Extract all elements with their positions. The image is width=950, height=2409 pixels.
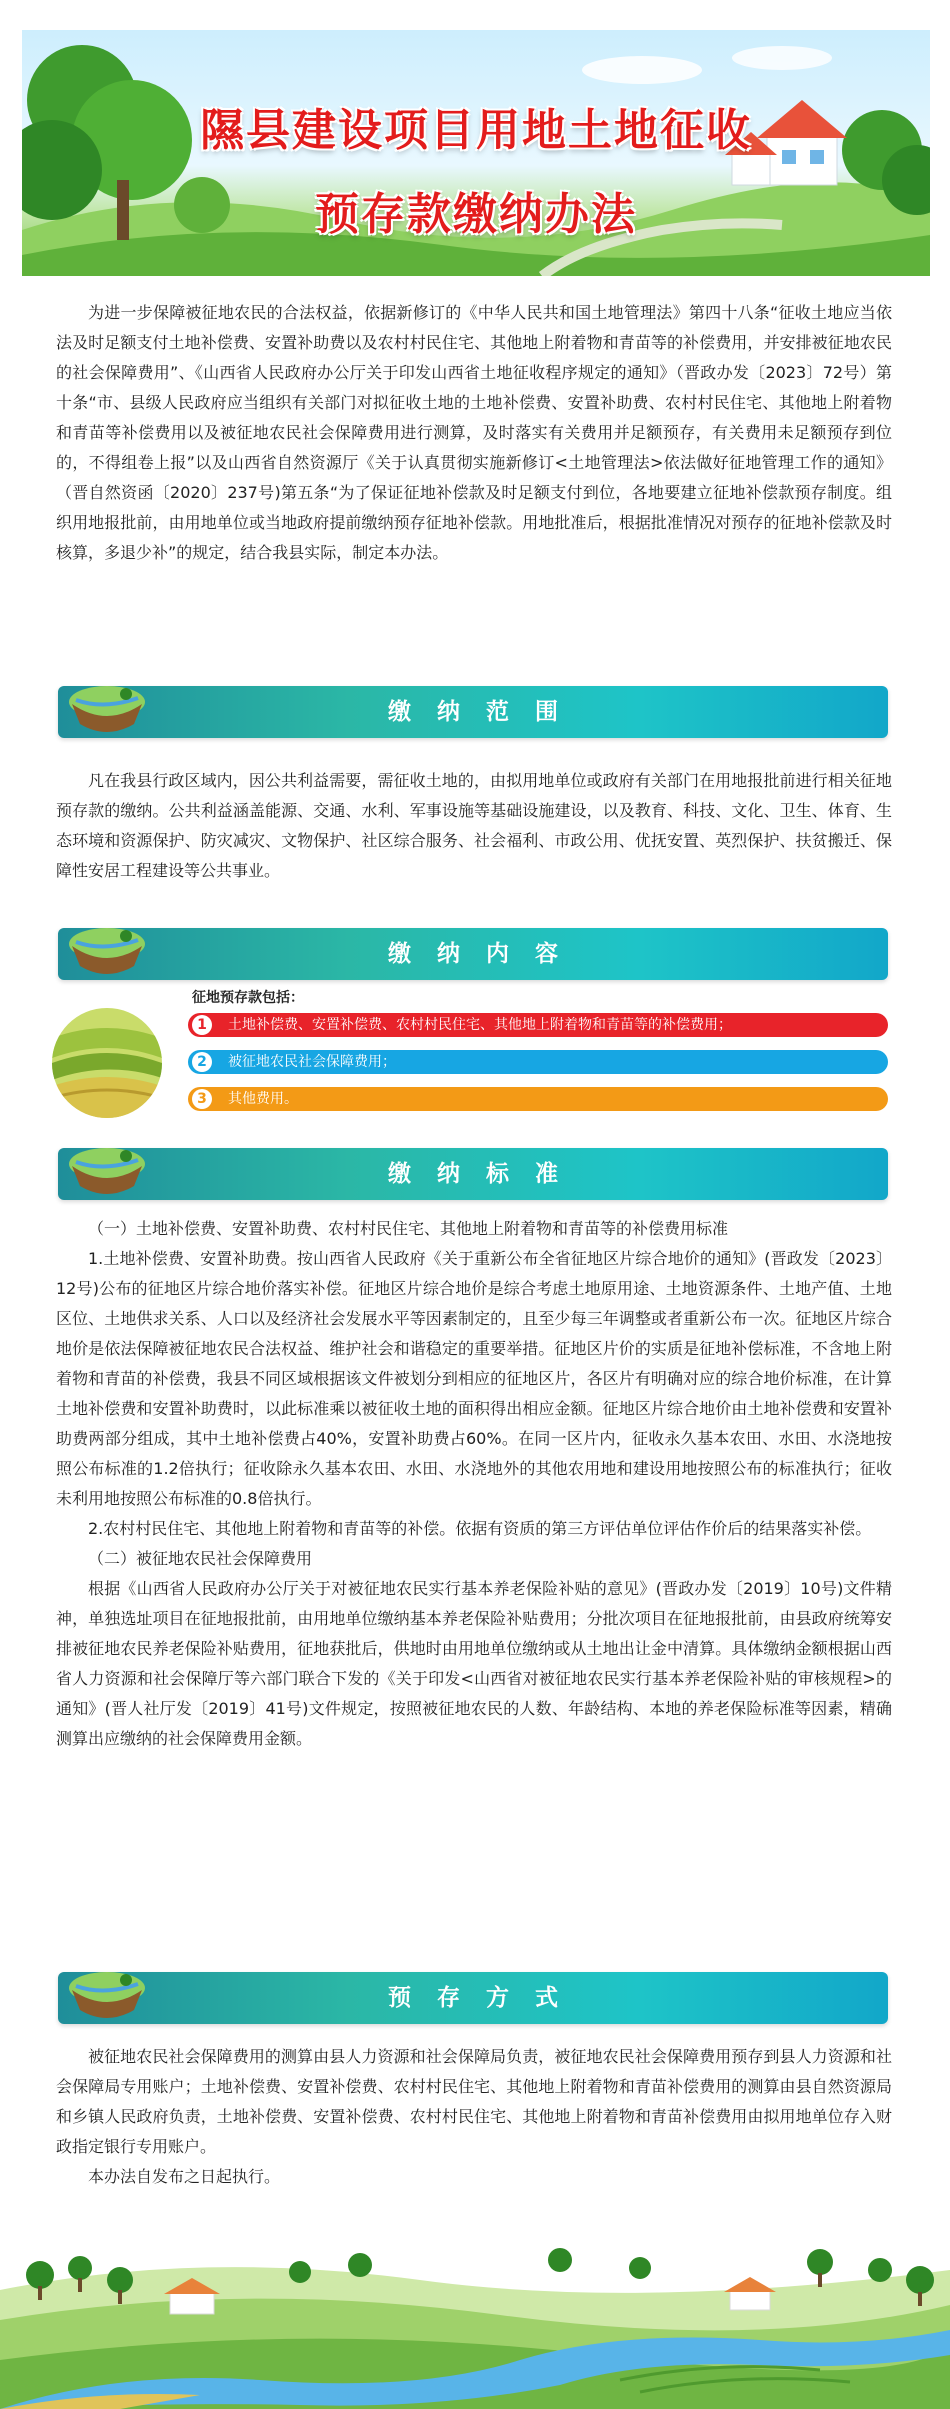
- standard-subheading-2: （二）被征地农民社会保障费用: [88, 1549, 313, 1568]
- item-number: 1: [192, 1015, 212, 1035]
- section-header-standard: [58, 1148, 888, 1200]
- section-title-deposit: 预存方式: [388, 1985, 584, 2011]
- field-icon: [52, 1008, 162, 1118]
- section-title-content: 缴纳内容: [388, 941, 584, 967]
- item-text: 其他费用。: [228, 1091, 298, 1107]
- intro-text: 为进一步保障被征地农民的合法权益，依据新修订的《中华人民共和国土地管理法》第四十八条“征收土地应当依法及时足额支付土地补偿费、安置补助费以及农村村民住宅、其他地上附着物和青苗等的补偿费用，并安排被征地农民的社会保障费用”、《山西省人民政府办公厅关于印发山西省土地征收程序规定的通知》（晋政办发〔2023〕72号）第十条“市、县级人民政府应当组织有关部门对拟征收土地的土地补偿费、安置补助费、农村村民住宅、其他地上附着物和青苗等补偿费用以及被征地农民社会保障费用进行测算，及时落实有关费用并足额预存，有关费用未足额预存到位的，不得组卷上报”以及山西省自然资源厅《关于认真贯彻实施新修订<土地管理法>依法做好征地管理工作的通知》（晋自然资函〔2020〕237号)第五条“为了保证征地补偿款及时足额支付到位，各地要建立征地补偿款预存制度。组织用地报批前，由用地单位或当地政府提前缴纳预存征地补偿款。用地批准后，根据批准情况对预存的征地补偿款及时核算，多退少补”的规定，结合我县实际，制定本办法。: [56, 303, 892, 562]
- section-title-standard: 缴纳标准: [388, 1161, 584, 1187]
- list-item: [188, 1087, 888, 1111]
- page-title-line2: 预存款缴纳办法: [315, 189, 637, 240]
- landscape-icon: [0, 2220, 950, 2409]
- deposit-body: [56, 2042, 892, 2192]
- standard-subheading-1: （一）土地补偿费、安置补助费、农村村民住宅、其他地上附着物和青苗等的补偿费用标准: [88, 1219, 729, 1238]
- standard-text-1: 1.土地补偿费、安置补助费。按山西省人民政府《关于重新公布全省征地区片综合地价的通知》(晋政发〔2023〕12号)公布的征地区片综合地价落实补偿。征地区片综合地价是综合考虑土地原用途、土地资源条件、土地产值、土地区位、土地供求关系、人口以及经济社会发展水平等因素制定的，且至少每三年调整或者重新公布一次。征地区片综合地价是依法保障被征地农民合法权益、维护社会和谐稳定的重要举措。征地区片价的实质是征地补偿标准，不含地上附着物和青苗的补偿费，我县不同区域根据该文件被划分到相应的征地区片，各区片有明确对应的综合地价标准，在计算土地补偿费和安置补助费时，以此标准乘以被征收土地的面积得出相应金额。征地区片综合地价由土地补偿费和安置补助费两部分组成，其中土地补偿费占40%，安置补助费占60%。在同一区片内，征收永久基本农田、水田、水浇地按照公布标准的1.2倍执行；征收除永久基本农田、水田、水浇地外的其他农用地和建设用地按照公布的标准执行；征收未利用地按照公布标准的0.8倍执行。: [56, 1249, 892, 1508]
- section-header-scope: [58, 686, 888, 738]
- list-item: [188, 1013, 888, 1037]
- standard-text-3: 根据《山西省人民政府办公厅关于对被征地农民实行基本养老保险补贴的意见》(晋政办发〔2019〕10号)文件精神，单独选址项目在征地报批前，由用地单位缴纳基本养老保险补贴费用；分批次项目在征地报批前，由县政府统筹安排被征地农民养老保险补贴费用，征地获批后，供地时由用地单位缴纳或从土地出让金中清算。具体缴纳金额根据山西省人力资源和社会保障厅等六部门联合下发的《关于印发<山西省对被征地农民实行基本养老保险补贴的审核规程>的通知》(晋人社厅发〔2019〕41号)文件规定，按照被征地农民的人数、年龄结构、本地的养老保险标准等因素，精确测算出应缴纳的社会保障费用金额。: [56, 1579, 892, 1748]
- section-title-scope: 缴纳范围: [388, 699, 584, 725]
- section-header-content: [58, 928, 888, 980]
- list-item: [188, 1050, 888, 1074]
- item-number: 3: [192, 1089, 212, 1109]
- intro-paragraph: [56, 298, 892, 568]
- standard-body: [56, 1214, 892, 1754]
- closing-text: 本办法自发布之日起执行。: [88, 2167, 281, 2186]
- scope-paragraph: [56, 766, 892, 886]
- scope-text: 凡在我县行政区域内，因公共利益需要，需征收土地的，由拟用地单位或政府有关部门在用地报批前进行相关征地预存款的缴纳。公共利益涵盖能源、交通、水利、军事设施等基础设施建设，以及教育、科技、文化、卫生、体育、生态环境和资源保护、防灾减灾、文物保护、社区综合服务、社会福利、市政公用、优抚安置、英烈保护、扶贫搬迁、保障性安居工程建设等公共事业。: [56, 771, 892, 880]
- standard-text-2: 2.农村村民住宅、其他地上附着物和青苗等的补偿。依据有资质的第三方评估单位评估作价后的结果落实补偿。: [88, 1519, 872, 1538]
- items-label: 征地预存款包括：: [192, 990, 304, 1006]
- section-header-deposit: [58, 1972, 888, 2024]
- item-number: 2: [192, 1052, 212, 1072]
- item-text: 被征地农民社会保障费用；: [228, 1054, 396, 1070]
- item-text: 土地补偿费、安置补偿费、农村村民住宅、其他地上附着物和青苗等的补偿费用；: [228, 1017, 732, 1033]
- deposit-text: 被征地农民社会保障费用的测算由县人力资源和社会保障局负责，被征地农民社会保障费用预存到县人力资源和社会保障局专用账户；土地补偿费、安置补偿费、农村村民住宅、其他地上附着物和青苗补偿费用的测算由县自然资源局和乡镇人民政府负责，土地补偿费、安置补偿费、农村村民住宅、其他地上附着物和青苗补偿费用由拟用地单位存入财政指定银行专用账户。: [56, 2047, 892, 2156]
- header-banner: [22, 30, 930, 276]
- page-title-line1: 隰县建设项目用地土地征收: [200, 105, 752, 156]
- footer-landscape: [0, 2220, 950, 2409]
